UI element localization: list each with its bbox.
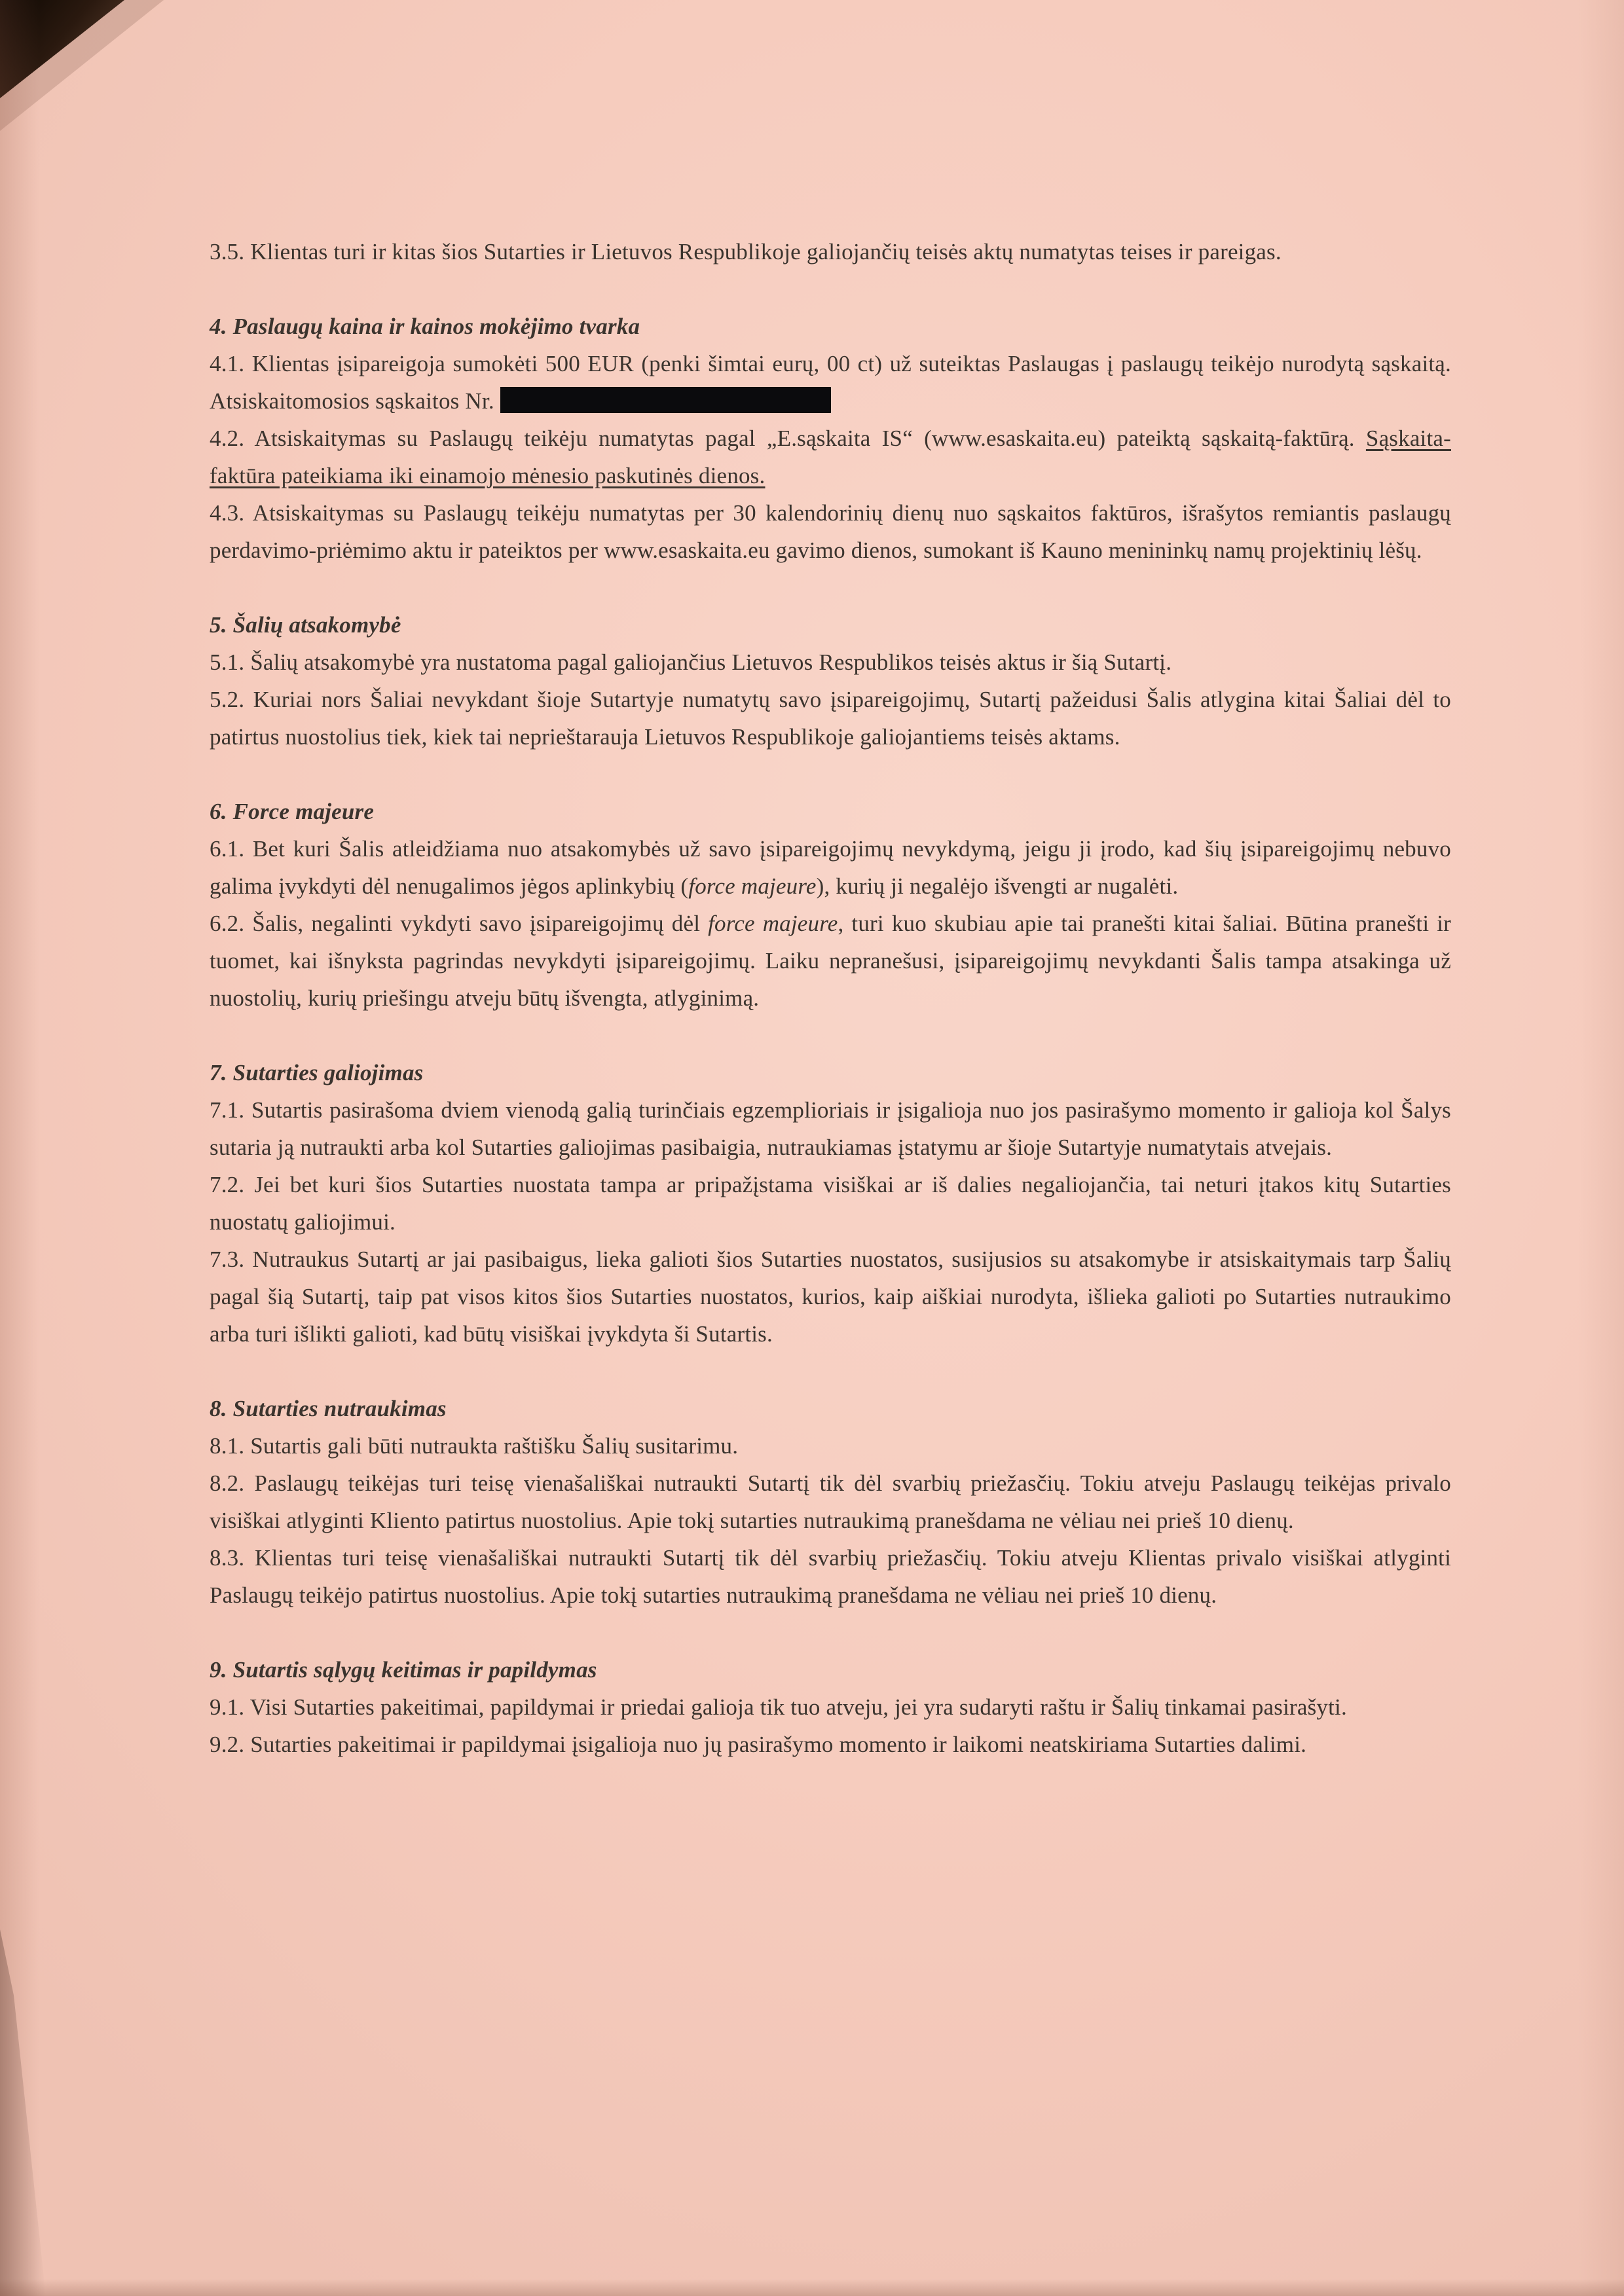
section-6 [210, 793, 1451, 1017]
clause-4-1-text: 4.1. Klientas įsipareigoja sumokėti 500 EUR (penki šimtai eurų, 00 ct) už suteiktas Paslaugas į paslaugų teikėjo nurodytą sąskaitą. Atsiskaitomosios sąskaitos Nr. [210, 351, 1451, 414]
clause-8-3: 8.3. Klientas turi teisę vienašališkai nutraukti Sutartį tik dėl svarbių priežasčių. Tokiu atveju Klientas privalo visiškai atlyginti Paslaugų teikėjo patirtus nuostolius. Apie tokį sutarties nutraukimą pranešdama ne vėliau nei prieš 10 dienų. [210, 1545, 1451, 1608]
clause-6-2-text-post: , turi kuo skubiau apie tai pranešti kitai šaliai. Būtina pranešti ir tuomet, kai išnyksta pagrindas nevykdyti įsipareigojimų. Laiku nepranešusi, įsipareigojimų nevykdanti Šalis tampa atsakinga už nuostolių, kurių priešingu atveju būtų išvengta, atlyginimą. [210, 911, 1451, 1011]
section-4-heading: 4. Paslaugų kaina ir kainos mokėjimo tvarka [210, 314, 640, 339]
clause-6-2-text-pre: 6.2. Šalis, negalinti vykdyti savo įsipareigojimų dėl [210, 911, 709, 936]
scan-left-edge-shadow [0, 0, 39, 2296]
clause-5-2: 5.2. Kuriai nors Šaliai nevykdant šioje Sutartyje numatytų savo įsipareigojimų, Sutartį pažeidusi Šalis atlygina kitai Šaliai dėl to patirtus nuostolius tiek, kiek tai neprieštarauja Lietuvos Respublikoje galiojantiems teisės aktams. [210, 687, 1451, 750]
clause-6-1-text-pre: 6.1. Bet kuri Šalis atleidžiama nuo atsakomybės už savo įsipareigojimų nevykdymą, jeigu ji įrodo, kad šių įsipareigojimų nebuvo galima įvykdyti dėl nenugalimos jėgos aplinkybių ( [210, 836, 1451, 899]
clause-4-2-text: 4.2. Atsiskaitymas su Paslaugų teikėju numatytas pagal „E.sąskaita IS“ (www.esaskaita.eu) pateiktą sąskaitą-faktūrą. [210, 426, 1366, 451]
section-6-heading: 6. Force majeure [210, 799, 375, 824]
clause-6-1 [210, 830, 1451, 905]
clause-6-2 [210, 905, 1451, 1017]
scan-right-edge-shadow [1578, 0, 1624, 2296]
clause-4-3: 4.3. Atsiskaitymas su Paslaugų teikėju numatytas per 30 kalendorinių dienų nuo sąskaitos faktūros, išrašytos remiantis paslaugų perdavimo-priėmimo aktu ir pateiktos per www.esaskaita.eu gavimo dienos, sumokant iš Kauno menininkų namų projektinių lėšų. [210, 500, 1451, 563]
clause-4-2 [210, 420, 1451, 494]
clause-9-2: 9.2. Sutarties pakeitimai ir papildymai įsigalioja nuo jų pasirašymo momento ir laikomi neatskiriama Sutarties dalimi. [210, 1732, 1307, 1757]
clause-3-5: 3.5. Klientas turi ir kitas šios Sutarties ir Lietuvos Respublikoje galiojančių teisės aktų numatytas teises ir pareigas. [210, 239, 1282, 264]
clause-7-1: 7.1. Sutartis pasirašoma dviem vienodą galią turinčiais egzemplioriais ir įsigalioja nuo jos pasirašymo momento ir galioja kol Šalys sutaria ją nutraukti arba kol Sutarties galiojimas pasibaigia, nutraukiamas įstatymu ar šioje Sutartyje numatytais atvejais. [210, 1097, 1451, 1160]
section-9-heading: 9. Sutartis sąlygų keitimas ir papildymas [210, 1657, 597, 1683]
clause-6-1-italic-term: force majeure [688, 873, 817, 899]
redaction-bar-account-number [500, 387, 831, 413]
contract-text-block [210, 233, 1451, 1763]
section-7 [210, 1054, 1451, 1353]
section-5 [210, 606, 1451, 756]
clause-4-2-underlined-text: Sąskaita-faktūra pateikiama iki einamojo mėnesio paskutinės dienos. [210, 426, 1451, 488]
clause-8-1: 8.1. Sutartis gali būti nutraukta raštišku Šalių susitarimu. [210, 1433, 739, 1459]
scan-bottom-edge-shadow [0, 2279, 1624, 2296]
clause-6-1-text-post: ), kurių ji negalėjo išvengti ar nugalėti. [816, 873, 1179, 899]
clause-5-1: 5.1. Šalių atsakomybė yra nustatoma pagal galiojančius Lietuvos Respublikos teisės aktus ir šią Sutartį. [210, 649, 1172, 675]
section-9 [210, 1651, 1451, 1763]
clause-6-2-italic-term: force majeure [708, 911, 838, 936]
section-5-heading: 5. Šalių atsakomybė [210, 612, 401, 638]
section-8 [210, 1390, 1451, 1614]
section-4 [210, 308, 1451, 569]
clause-4-1 [210, 345, 1451, 420]
clause-7-2: 7.2. Jei bet kuri šios Sutarties nuostata tampa ar pripažįstama visiškai ar iš dalies negaliojančia, tai neturi įtakos kitų Sutarties nuostatų galiojimui. [210, 1172, 1451, 1235]
clause-9-1: 9.1. Visi Sutarties pakeitimai, papildymai ir priedai galioja tik tuo atveju, jei yra sudaryti raštu ir Šalių tinkamai pasirašyti. [210, 1694, 1347, 1720]
clause-7-3: 7.3. Nutraukus Sutartį ar jai pasibaigus, lieka galioti šios Sutarties nuostatos, susijusios su atsakomybe ir atsiskaitymais tarp Šalių pagal šią Sutartį, taip pat visos kitos šios Sutarties nuostatos, kurios, kaip aiškiai nurodyta, išlieka galioti po Sutarties nutraukimo arba turi išlikti galioti, kad būtų visiškai įvykdyta ši Sutartis. [210, 1247, 1451, 1347]
clause-8-2: 8.2. Paslaugų teikėjas turi teisę vienašališkai nutraukti Sutartį tik dėl svarbių priežasčių. Tokiu atveju Paslaugų teikėjas privalo visiškai atlyginti Kliento patirtus nuostolius. Apie tokį sutarties nutraukimą pranešdama ne vėliau nei prieš 10 dienų. [210, 1470, 1451, 1533]
section-8-heading: 8. Sutarties nutraukimas [210, 1396, 447, 1421]
section-7-heading: 7. Sutarties galiojimas [210, 1060, 424, 1085]
